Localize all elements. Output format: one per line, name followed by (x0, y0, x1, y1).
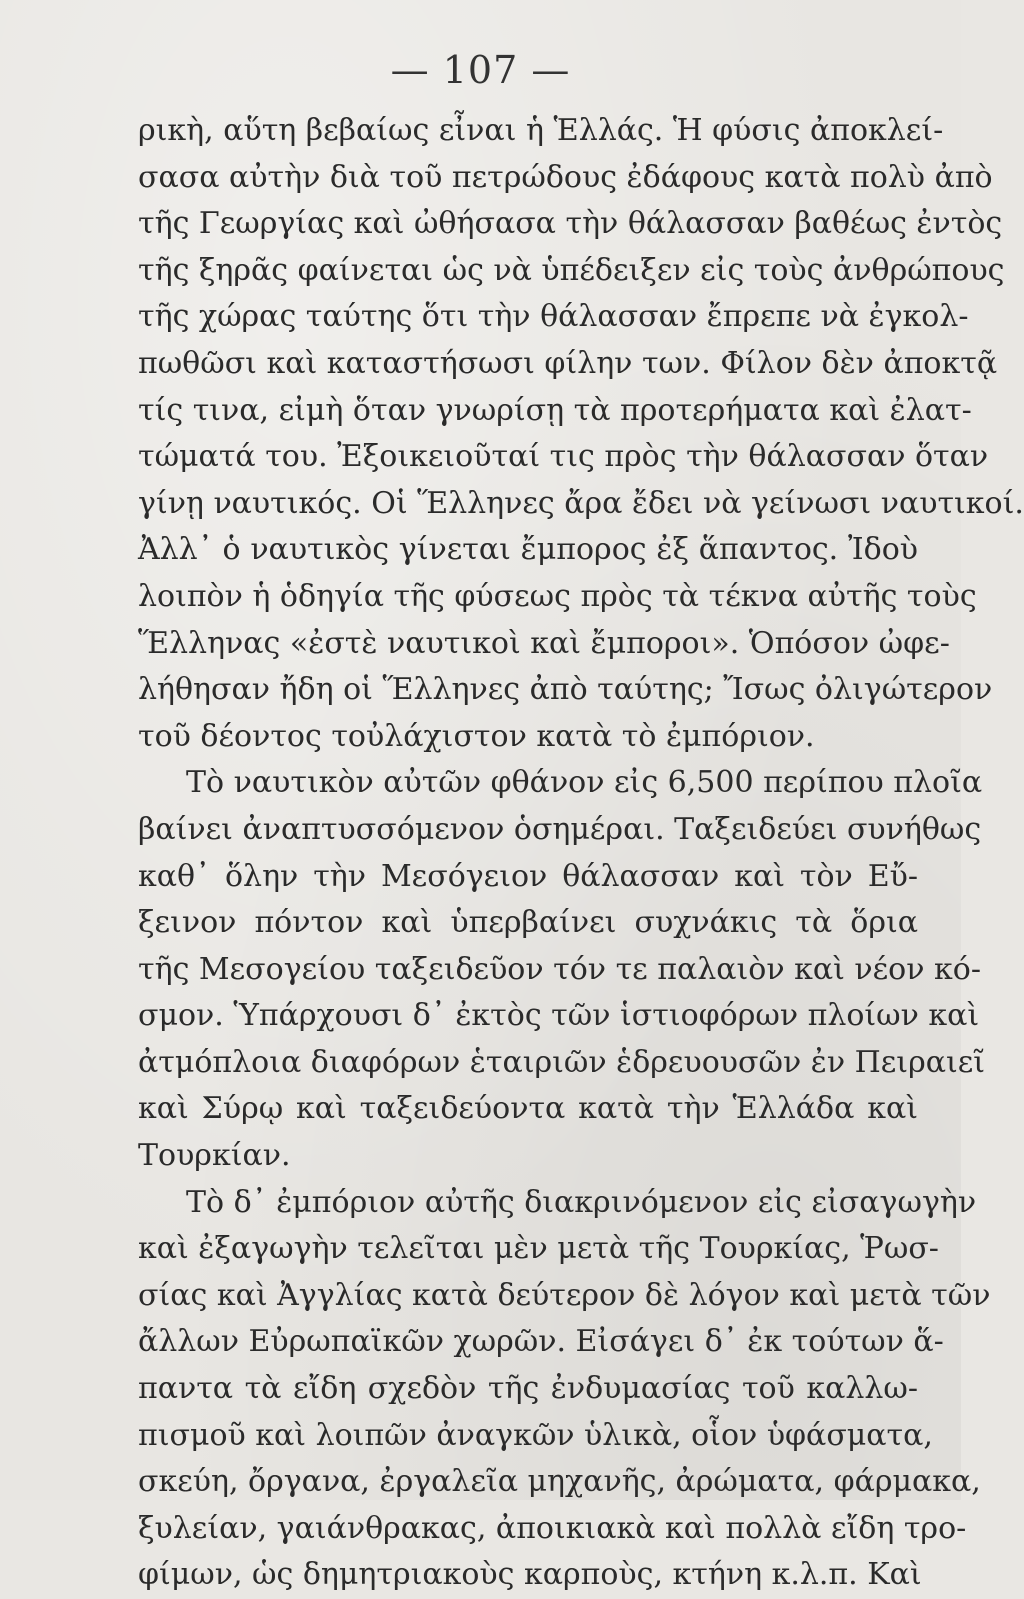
text-line: τῆς Μεσογείου ταξειδεῦον τόν τε παλαιὸν καὶ νέον κό- (138, 951, 981, 987)
text-line: βαίνει ἀναπτυσσόμενον ὁσημέραι. Ταξειδεύει συνήθως (138, 811, 982, 847)
paragraph-start-line: Τὸ δ᾽ ἐμπόριον αὐτῆς διακρινόμενον εἰς εἰσαγωγὴν (186, 1184, 977, 1220)
text-line: λήθησαν ἤδη οἱ Ἕλληνες ἀπὸ ταύτης; Ἴσως ὀλιγώτερον (138, 672, 993, 708)
text-line: σκεύη, ὄργανα, ἐργαλεῖα μηχανῆς, ἀρώματα, φάρμακα, (138, 1464, 981, 1500)
text-line: παντα τὰ εἴδη σχεδὸν τῆς ἐνδυμασίας τοῦ καλλω- (138, 1371, 918, 1407)
text-line: τῆς χώρας ταύτης ὅτι τὴν θάλασσαν ἔπρεπε νὰ ἐγκολ- (138, 299, 969, 335)
text-line: λοιπὸν ἡ ὁδηγία τῆς φύσεως πρὸς τὰ τέκνα αὐτῆς τοὺς (138, 578, 977, 614)
text-line: φίμων, ὡς δημητριακοὺς καρποὺς, κτήνη κ.λ.π. Καὶ (138, 1557, 922, 1593)
text-line: πισμοῦ καὶ λοιπῶν ἀναγκῶν ὑλικὰ, οἷον ὑφάσματα, (138, 1417, 933, 1453)
text-line: καὶ Σύρῳ καὶ ταξειδεύοντα κατὰ τὴν Ἑλλάδα καὶ (138, 1091, 918, 1127)
text-line: καθ᾽ ὅλην τὴν Μεσόγειον θάλασσαν καὶ τὸν Εὔ- (138, 858, 918, 894)
text-line: τῆς Γεωργίας καὶ ὠθήσασα τὴν θάλασσαν βαθέως ἐντὸς (138, 206, 1003, 242)
text-line: Ἕλληνας «ἐστὲ ναυτικοὶ καὶ ἔμποροι». Ὁπόσον ὠφε- (138, 625, 950, 661)
text-line: Τουρκίαν. (138, 1138, 291, 1174)
text-line: ἄλλων Εὐρωπαϊκῶν χωρῶν. Εἰσάγει δ᾽ ἐκ τούτων ἅ- (138, 1324, 944, 1360)
text-line: Ἀλλ᾽ ὁ ναυτικὸς γίνεται ἔμπορος ἐξ ἅπαντος. Ἰδοὺ (138, 532, 918, 568)
text-line: σμον. Ὑπάρχουσι δ᾽ ἐκτὸς τῶν ἱστιοφόρων πλοίων καὶ (138, 998, 980, 1034)
text-line: καὶ ἐξαγωγὴν τελεῖται μὲν μετὰ τῆς Τουρκίας, Ῥωσ- (138, 1231, 939, 1267)
text-line: τοῦ δέοντος τοὐλάχιστον κατὰ τὸ ἐμπόριον. (138, 718, 815, 754)
text-line: τῆς ξηρᾶς φαίνεται ὡς νὰ ὑπέδειξεν εἰς τοὺς ἀνθρώπους (138, 252, 1005, 288)
text-line: σασα αὐτὴν διὰ τοῦ πετρώδους ἐδάφους κατὰ πολὺ ἀπὸ (138, 159, 993, 195)
text-line: ἀτμόπλοια διαφόρων ἑταιριῶν ἑδρευουσῶν ἐν Πειραιεῖ (138, 1044, 986, 1080)
body-text (138, 108, 1024, 1599)
text-line: ρικὴ, αὕτη βεβαίως εἶναι ἡ Ἑλλάς. Ἡ φύσις ἀποκλεί- (138, 113, 944, 148)
paragraph-start-line: Τὸ ναυτικὸν αὐτῶν φθάνον εἰς 6,500 περίπου πλοῖα (186, 765, 983, 801)
text-line: τίς τινα, εἰμὴ ὅταν γνωρίσῃ τὰ προτερήματα καὶ ἐλατ- (138, 392, 972, 428)
text-line: γίνῃ ναυτικός. Οἱ Ἕλληνες ἄρα ἔδει νὰ γείνωσι ναυτικοί. (138, 485, 1024, 521)
text-line: σίας καὶ Ἀγγλίας κατὰ δεύτερον δὲ λόγον καὶ μετὰ τῶν (138, 1277, 991, 1313)
text-line: ξυλείαν, γαιάνθρακας, ἀποικιακὰ καὶ πολλὰ εἴδη τρο- (138, 1510, 967, 1546)
text-line: πωθῶσι καὶ καταστήσωσι φίλην των. Φίλον δὲν ἀποκτᾷ (138, 345, 998, 381)
text-line: ξεινον πόντον καὶ ὑπερβαίνει συχνάκις τὰ ὅρια (138, 905, 918, 941)
page-number: — 107 — (390, 48, 571, 92)
text-line: τώματά του. Ἐξοικειοῦταί τις πρὸς τὴν θάλασσαν ὅταν (138, 439, 989, 475)
